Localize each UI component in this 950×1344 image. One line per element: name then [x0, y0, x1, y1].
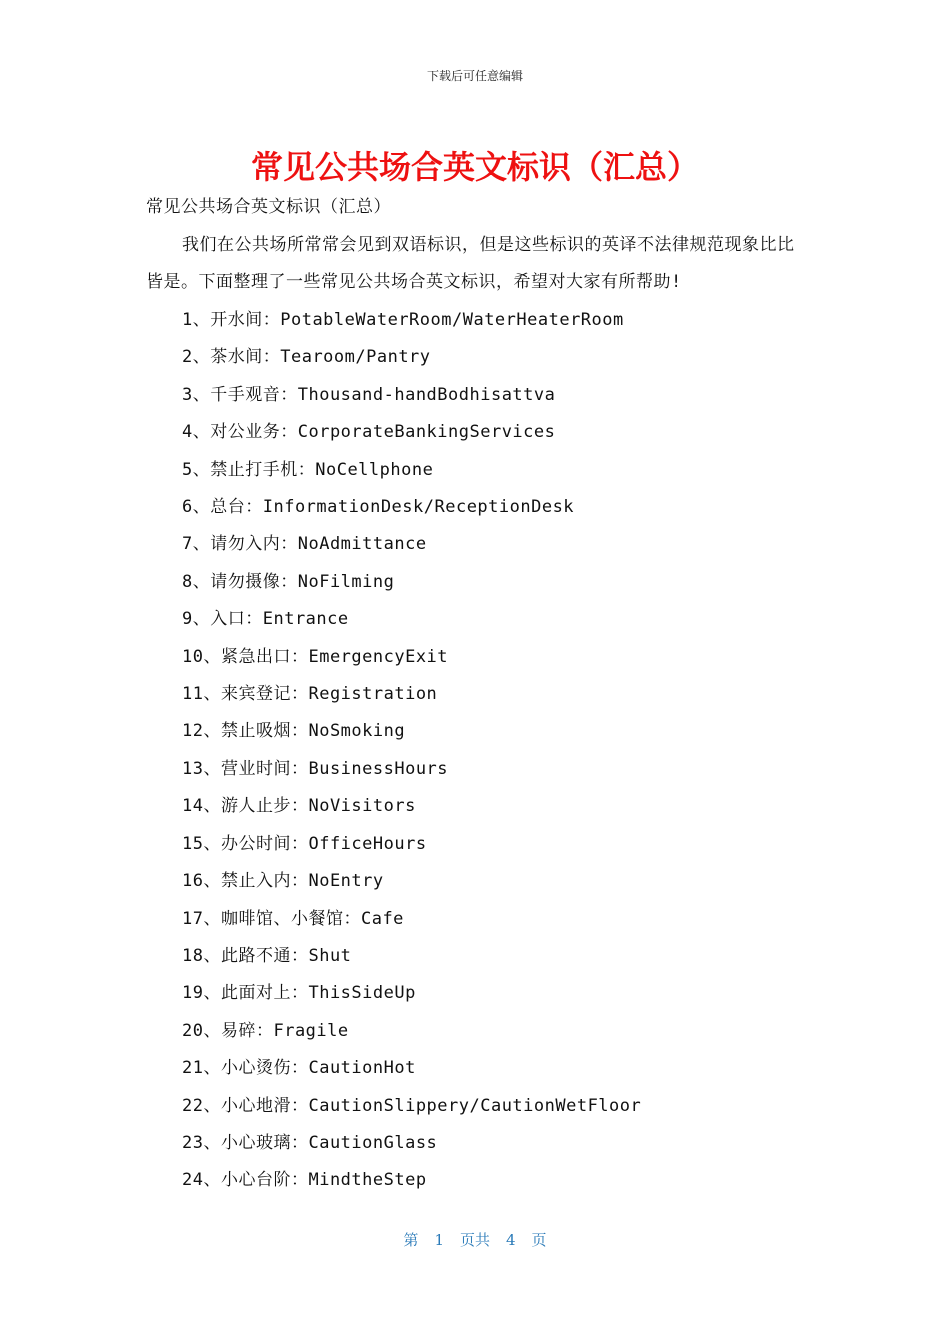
sign-list	[182, 302, 641, 1200]
footer-prefix: 第	[403, 1231, 419, 1249]
page-footer	[0, 1229, 950, 1250]
document-subtitle: 常见公共场合英文标识（汇总）	[146, 197, 391, 217]
list-item: 6、总台：InformationDesk/ReceptionDesk	[182, 497, 575, 518]
intro-text: 我们在公共场所常常会见到双语标识，但是这些标识的英译不法律规范现象比比皆是。下面整理了一些常见公共场合英文标识，希望对大家有所帮助!	[146, 235, 795, 293]
list-item: 16、禁止入内：NoEntry	[182, 871, 384, 892]
footer-middle: 页共	[459, 1231, 490, 1249]
list-item: 20、易碎：Fragile	[182, 1020, 349, 1041]
header-note: 下载后可任意编辑	[426, 69, 523, 83]
list-item: 23、小心玻璃：CautionGlass	[182, 1132, 438, 1153]
list-item: 8、请勿摄像：NoFilming	[182, 571, 395, 592]
list-item: 11、来宾登记：Registration	[182, 684, 438, 705]
list-item: 24、小心台阶：MindtheStep	[182, 1170, 427, 1191]
list-item: 3、千手观音：Thousand-handBodhisattva	[182, 384, 556, 405]
list-item: 5、禁止打手机：NoCellphone	[182, 459, 434, 480]
list-item: 4、对公业务：CorporateBankingServices	[182, 422, 556, 443]
list-item: 9、入口：Entrance	[182, 609, 349, 630]
list-item: 15、办公时间：OfficeHours	[182, 833, 427, 854]
list-item: 17、咖啡馆、小餐馆：Cafe	[182, 908, 404, 929]
list-item: 14、游人止步：NoVisitors	[182, 796, 416, 817]
list-item: 10、紧急出口：EmergencyExit	[182, 646, 449, 667]
list-item: 22、小心地滑：CautionSlippery/CautionWetFloor	[182, 1095, 642, 1116]
document-title: 常见公共场合英文标识（汇总）	[250, 148, 699, 186]
intro-paragraph	[146, 227, 806, 302]
list-item: 21、小心烫伤：CautionHot	[182, 1058, 416, 1079]
list-item: 18、此路不通：Shut	[182, 945, 352, 966]
list-item: 19、此面对上：ThisSideUp	[182, 983, 416, 1004]
list-item: 1、开水间：PotableWaterRoom/WaterHeaterRoom	[182, 310, 624, 330]
list-item: 2、茶水间：Tearoom/Pantry	[182, 347, 431, 368]
list-item: 7、请勿入内：NoAdmittance	[182, 534, 427, 555]
footer-suffix: 页	[531, 1231, 547, 1249]
list-item: 12、禁止吸烟：NoSmoking	[182, 721, 406, 742]
list-item: 13、营业时间：BusinessHours	[182, 758, 449, 779]
footer-page-number: 1	[434, 1231, 444, 1249]
footer-total-pages: 4	[506, 1231, 516, 1249]
